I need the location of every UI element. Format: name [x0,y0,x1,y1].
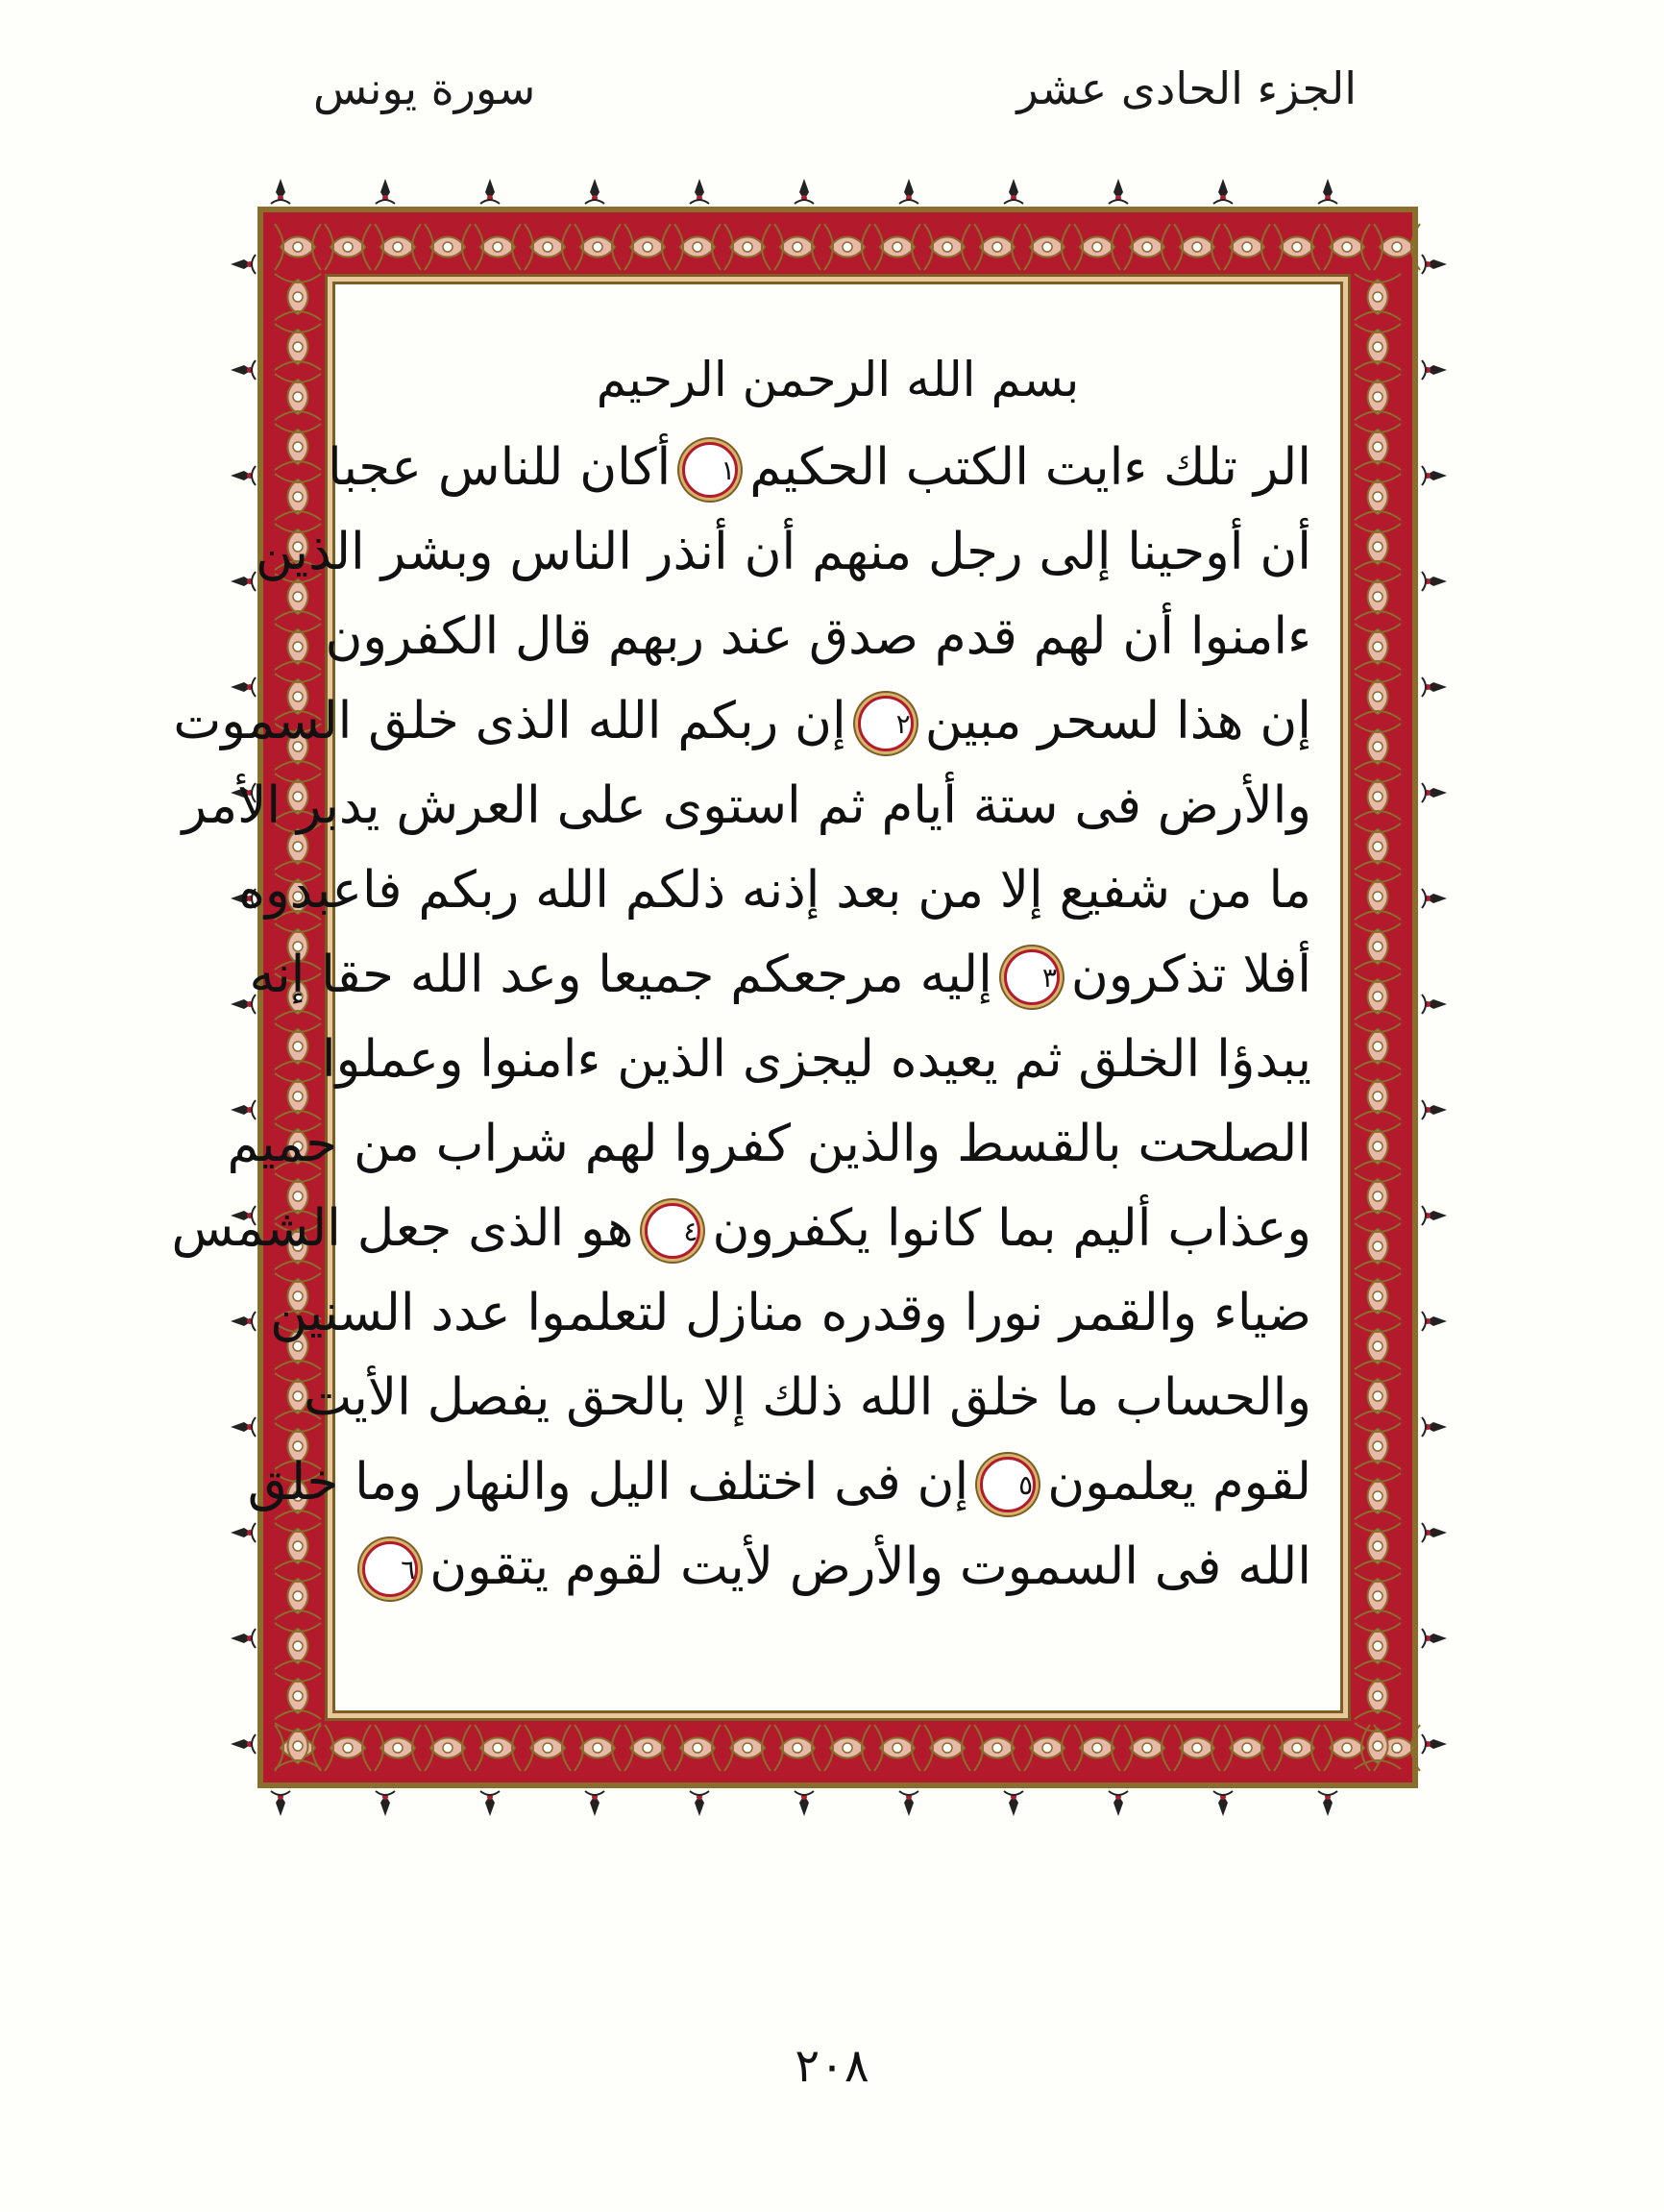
finial [1422,1206,1447,1225]
finial [271,1791,290,1816]
verse-line [255,510,1311,595]
frame-motif [924,224,970,270]
finial [231,255,256,274]
frame-motif [1355,1573,1401,1619]
frame-motif [275,1573,321,1619]
frame-motif [1355,724,1401,770]
verse-line [249,933,1311,1018]
frame-motif [325,1725,371,1771]
frame-motif [575,224,621,270]
frame-motif [1355,524,1401,570]
juz-title: الجزء الحادى عشر [1016,62,1357,114]
finial [1422,783,1447,802]
frame-motif [275,1623,321,1669]
finial [1422,572,1447,591]
verse-line [171,1187,1311,1271]
finial [1004,179,1023,204]
page-number: ٢٠٨ [795,2039,869,2093]
surah-title: سورة يونس [313,62,536,114]
finial [480,179,500,204]
frame-motif [1355,1023,1401,1069]
finial [1213,1791,1233,1816]
frame-motif [475,1725,521,1771]
ayah-number-marker: ٤ [645,1203,700,1259]
verse-text: أكان للناس عجبا [328,438,672,497]
ayah-number-marker: ٥ [980,1457,1036,1512]
finial [1422,1629,1447,1648]
frame-motif [1355,1173,1401,1219]
frame-motif [1224,224,1270,270]
frame-motif [1355,1473,1401,1519]
verse-text: إن هذا لسحر مبين [924,692,1311,750]
finial [899,179,918,204]
verse-text: ضياء والقمر نورا وقدره منازل لتعلموا عدد السنين [270,1284,1311,1342]
frame-motif [275,1673,321,1719]
frame-motif [1355,1223,1401,1269]
quran-text [171,337,1311,1610]
frame-motif [1355,1623,1401,1669]
finial [1422,1523,1447,1542]
frame-motif [1374,224,1420,270]
finial [376,1791,395,1816]
finial [795,179,814,204]
finial [231,572,256,591]
finial [1422,1312,1447,1331]
frame-motif [974,224,1020,270]
finial [231,360,256,380]
verse-text: إن فى اختلف اليل والنهار وما خلق [247,1453,969,1512]
frame-motif [1355,274,1401,320]
frame-motif [525,1725,571,1771]
finial [231,1312,256,1331]
frame-motif [724,224,771,270]
decorative-frame [171,207,1418,1788]
frame-motif [275,1023,321,1069]
verse-text: ءامنوا أن لهم قدم صدق عند ربهم قال الكفرون [325,607,1311,666]
frame-motif [1355,823,1401,870]
finial [1109,179,1128,204]
frame-motif [375,224,421,270]
frame-motif [1355,574,1401,620]
frame-motif [674,224,721,270]
finial [1422,466,1447,485]
finial [1422,360,1447,380]
verse-text: الر تلك ءايت الكتب الحكيم [749,438,1311,497]
frame-motif [1274,224,1320,270]
ayah-number-marker: ٣ [1004,949,1060,1005]
frame-motif [1174,224,1220,270]
finial [1422,995,1447,1014]
finial [1422,677,1447,697]
frame-motif [1355,873,1401,920]
frame-motif [624,1725,671,1771]
frame-motif [974,1725,1020,1771]
verse-text: إن ربكم الله الذى خلق السموت [173,692,846,750]
finial [1422,889,1447,908]
finial [1422,1734,1447,1754]
verse-line [364,1525,1311,1610]
frame-motif [1355,973,1401,1020]
frame-motif [1355,424,1401,470]
finial [1422,1100,1447,1119]
verse-line [328,426,1311,510]
verse-line [173,679,1311,764]
frame-motif [1124,224,1170,270]
frame-motif [1074,1725,1120,1771]
finial [231,1523,256,1542]
verse-line [247,1440,1311,1525]
finial [1318,1791,1337,1816]
frame-motif [1355,1273,1401,1319]
frame-motif [774,224,820,270]
verse-line [304,1356,1311,1440]
finial [1004,1791,1023,1816]
verse-line [182,764,1311,848]
frame-motif [924,1725,970,1771]
frame-motif [275,224,321,270]
text-panel [171,282,1343,1713]
bottom-finial-ornaments [240,1787,1435,1833]
frame-motif [1355,1123,1401,1169]
finial [690,179,709,204]
verse-text: هو الذى جعل الشمس [171,1199,634,1258]
frame-motif [1355,1523,1401,1569]
frame-motif [1355,1673,1401,1719]
frame-motif [1355,474,1401,520]
frame-motif [1224,1725,1270,1771]
frame-motif [874,224,920,270]
verse-line [270,1271,1311,1356]
finial [480,1791,500,1816]
basmala-line [364,337,1311,426]
top-finial-ornaments [240,161,1435,208]
verse-text: والأرض فى ستة أيام ثم استوى على العرش يدبر الأمر [182,776,1311,835]
frame-motif [1024,224,1070,270]
frame-motif [1274,1725,1320,1771]
frame-motif [1355,1073,1401,1119]
ayah-number-marker: ٦ [362,1541,418,1597]
ayah-number-marker: ١ [682,442,738,498]
finial [231,1629,256,1648]
finial [1213,179,1233,204]
finial [271,179,290,204]
finial [231,466,256,485]
frame-motif [275,424,321,470]
verse-text: ما من شفيع إلا من بعد إذنه ذلكم الله ربكم فاعبدوه [238,861,1311,920]
finial [1422,1417,1447,1437]
finial [585,179,604,204]
frame-motif [1355,624,1401,670]
frame-motif [1324,224,1370,270]
finial [899,1791,918,1816]
verse-line [325,595,1311,679]
frame-motif [624,224,671,270]
frame-motif [1355,1373,1401,1419]
verse-text: الله فى السموت والأرض لأيت لقوم يتقون [429,1537,1311,1596]
frame-motif [425,1725,471,1771]
frame-motif [1355,374,1401,420]
frame-motif [425,224,471,270]
frame-motif [1355,923,1401,970]
ayah-number-marker: ٢ [858,696,914,751]
frame-motif [1355,1323,1401,1369]
verse-line [238,848,1311,933]
frame-motif [575,1725,621,1771]
frame-motif [1355,674,1401,720]
verse-text: أن أوحينا إلى رجل منهم أن أنذر الناس وبشر الذين [255,523,1311,581]
verse-text: بسم الله الرحمن الرحيم [596,352,1080,407]
frame-motif [1355,1423,1401,1469]
frame-motif [275,374,321,420]
frame-motif [1074,224,1120,270]
finial [585,1791,604,1816]
frame-motif [525,224,571,270]
finial [1318,179,1337,204]
verse-text: والحساب ما خلق الله ذلك إلا بالحق يفصل الأيت [304,1368,1311,1427]
frame-motif [774,1725,820,1771]
verse-text: الصلحت بالقسط والذين كفروا لهم شراب من حميم [227,1115,1311,1173]
frame-motif [1174,1725,1220,1771]
frame-motif [275,274,321,320]
finial [231,1734,256,1754]
frame-motif [824,224,870,270]
verse-line [227,1102,1311,1187]
finial [231,1417,256,1437]
right-finial-ornaments [1418,207,1464,1788]
finial [1422,255,1447,274]
verse-text: لقوم يعلمون [1047,1453,1311,1512]
verse-text: يبدؤا الخلق ثم يعيده ليجزى الذين ءامنوا وعملوا [321,1030,1311,1089]
verse-text: أفلا تذكرون [1070,946,1311,1004]
frame-motif [674,1725,721,1771]
finial [1109,1791,1128,1816]
frame-motif [1024,1725,1070,1771]
frame-motif [375,1725,421,1771]
frame-motif [275,624,321,670]
frame-motif [724,1725,771,1771]
finial [795,1791,814,1816]
finial [376,179,395,204]
frame-motif [475,224,521,270]
frame-motif [325,224,371,270]
frame-motif [275,1523,321,1569]
frame-motif [1124,1725,1170,1771]
frame-motif [275,324,321,370]
frame-motif [1355,324,1401,370]
frame-motif [874,1725,920,1771]
finial [690,1791,709,1816]
verse-text: إليه مرجعكم جميعا وعد الله حقا إنه [249,946,992,1004]
frame-motif [1355,774,1401,820]
verse-text: وعذاب أليم بما كانوا يكفرون [712,1199,1311,1258]
verse-line [321,1018,1311,1102]
frame-motif [824,1725,870,1771]
